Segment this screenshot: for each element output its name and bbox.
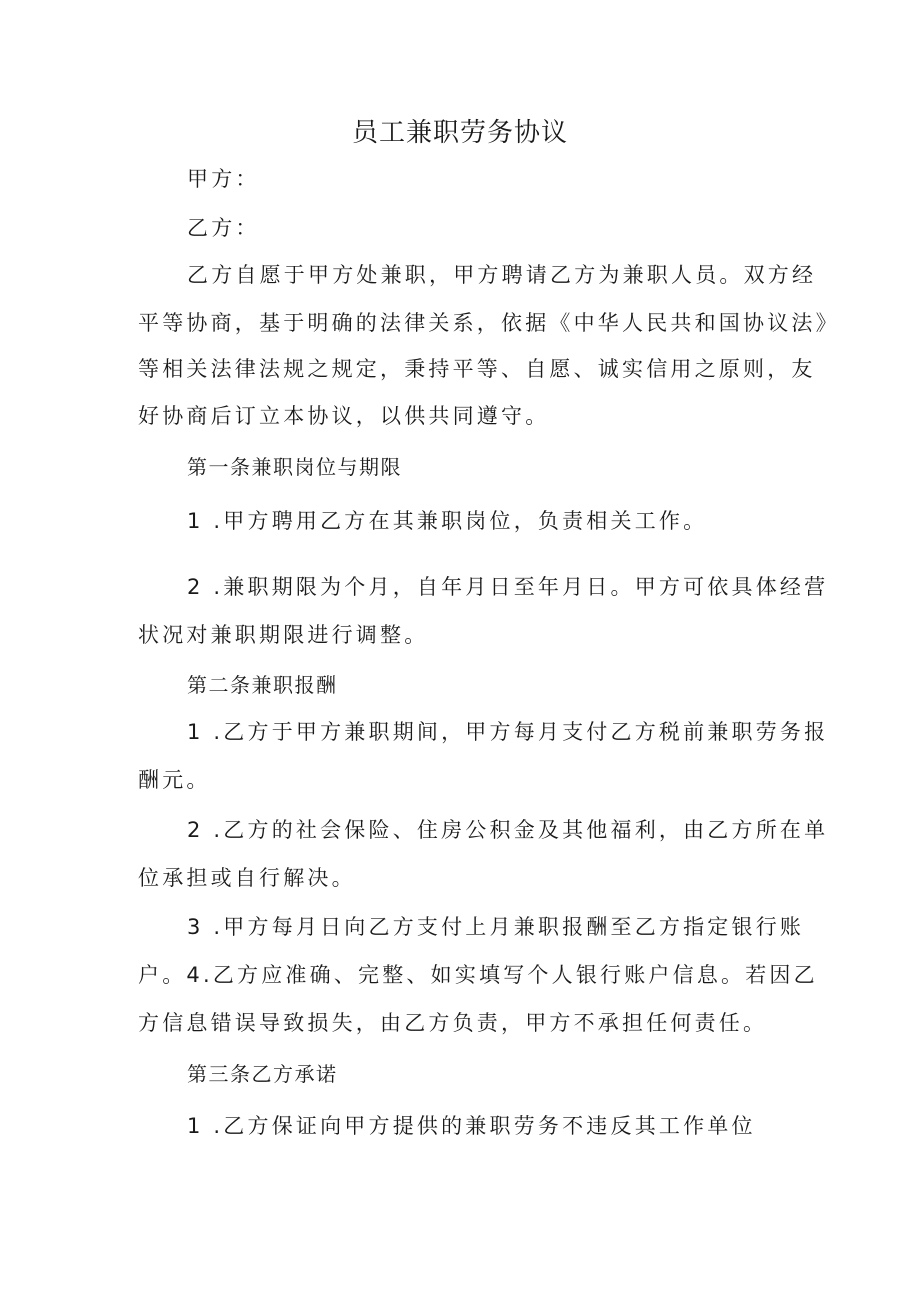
intro-line-3: 等相关法律法规之规定，秉持平等、自愿、诚实信用之原则，友 [138,357,816,381]
intro-line-1: 乙方自愿于甲方处兼职，甲方聘请乙方为兼职人员。双方经 [187,263,817,287]
intro-line-4: 好协商后订立本协议，以供共同遵守。 [138,404,550,428]
article-1-item-1: 1 .甲方聘用乙方在其兼职岗位，负责相关工作。 [187,509,708,533]
article-2-item-3-line-1: 3 .甲方每月日向乙方支付上月兼职报酬至乙方指定银行账 [187,915,805,939]
article-3-item-1: 1 .乙方保证向甲方提供的兼职劳务不违反其工作单位 [187,1114,756,1138]
article-1-item-2-line-2: 状况对兼职期限进行调整。 [138,623,429,647]
article-2-item-3-line-3: 方信息错误导致损失，由乙方负责，甲方不承担任何责任。 [138,1011,768,1035]
article-1-item-2-line-1: 2 .兼职期限为个月，自年月日至年月日。甲方可依具体经营 [187,575,829,599]
article-2-item-2-line-1: 2 .乙方的社会保险、住房公积金及其他福利，由乙方所在单 [187,818,829,842]
article-2-item-1-line-2: 酬元。 [138,768,211,792]
party-b-line: 乙方： [187,216,260,240]
article-2-heading: 第二条兼职报酬 [187,673,338,697]
party-a-line: 甲方： [187,167,260,191]
intro-line-2: 平等协商，基于明确的法律关系，依据《中华人民共和国协议法》 [138,311,840,335]
document-title: 员工兼职劳务协议 [351,118,568,148]
article-1-heading: 第一条兼职岗位与期限 [187,455,402,479]
article-2-item-3-line-2: 户。4.乙方应准确、完整、如实填写个人银行账户信息。若因乙 [138,963,818,987]
article-2-item-2-line-2: 位承担或自行解决。 [138,866,356,890]
article-3-heading: 第三条乙方承诺 [187,1062,338,1086]
article-2-item-1-line-1: 1 .乙方于甲方兼职期间，甲方每月支付乙方税前兼职劳务报 [187,720,829,744]
